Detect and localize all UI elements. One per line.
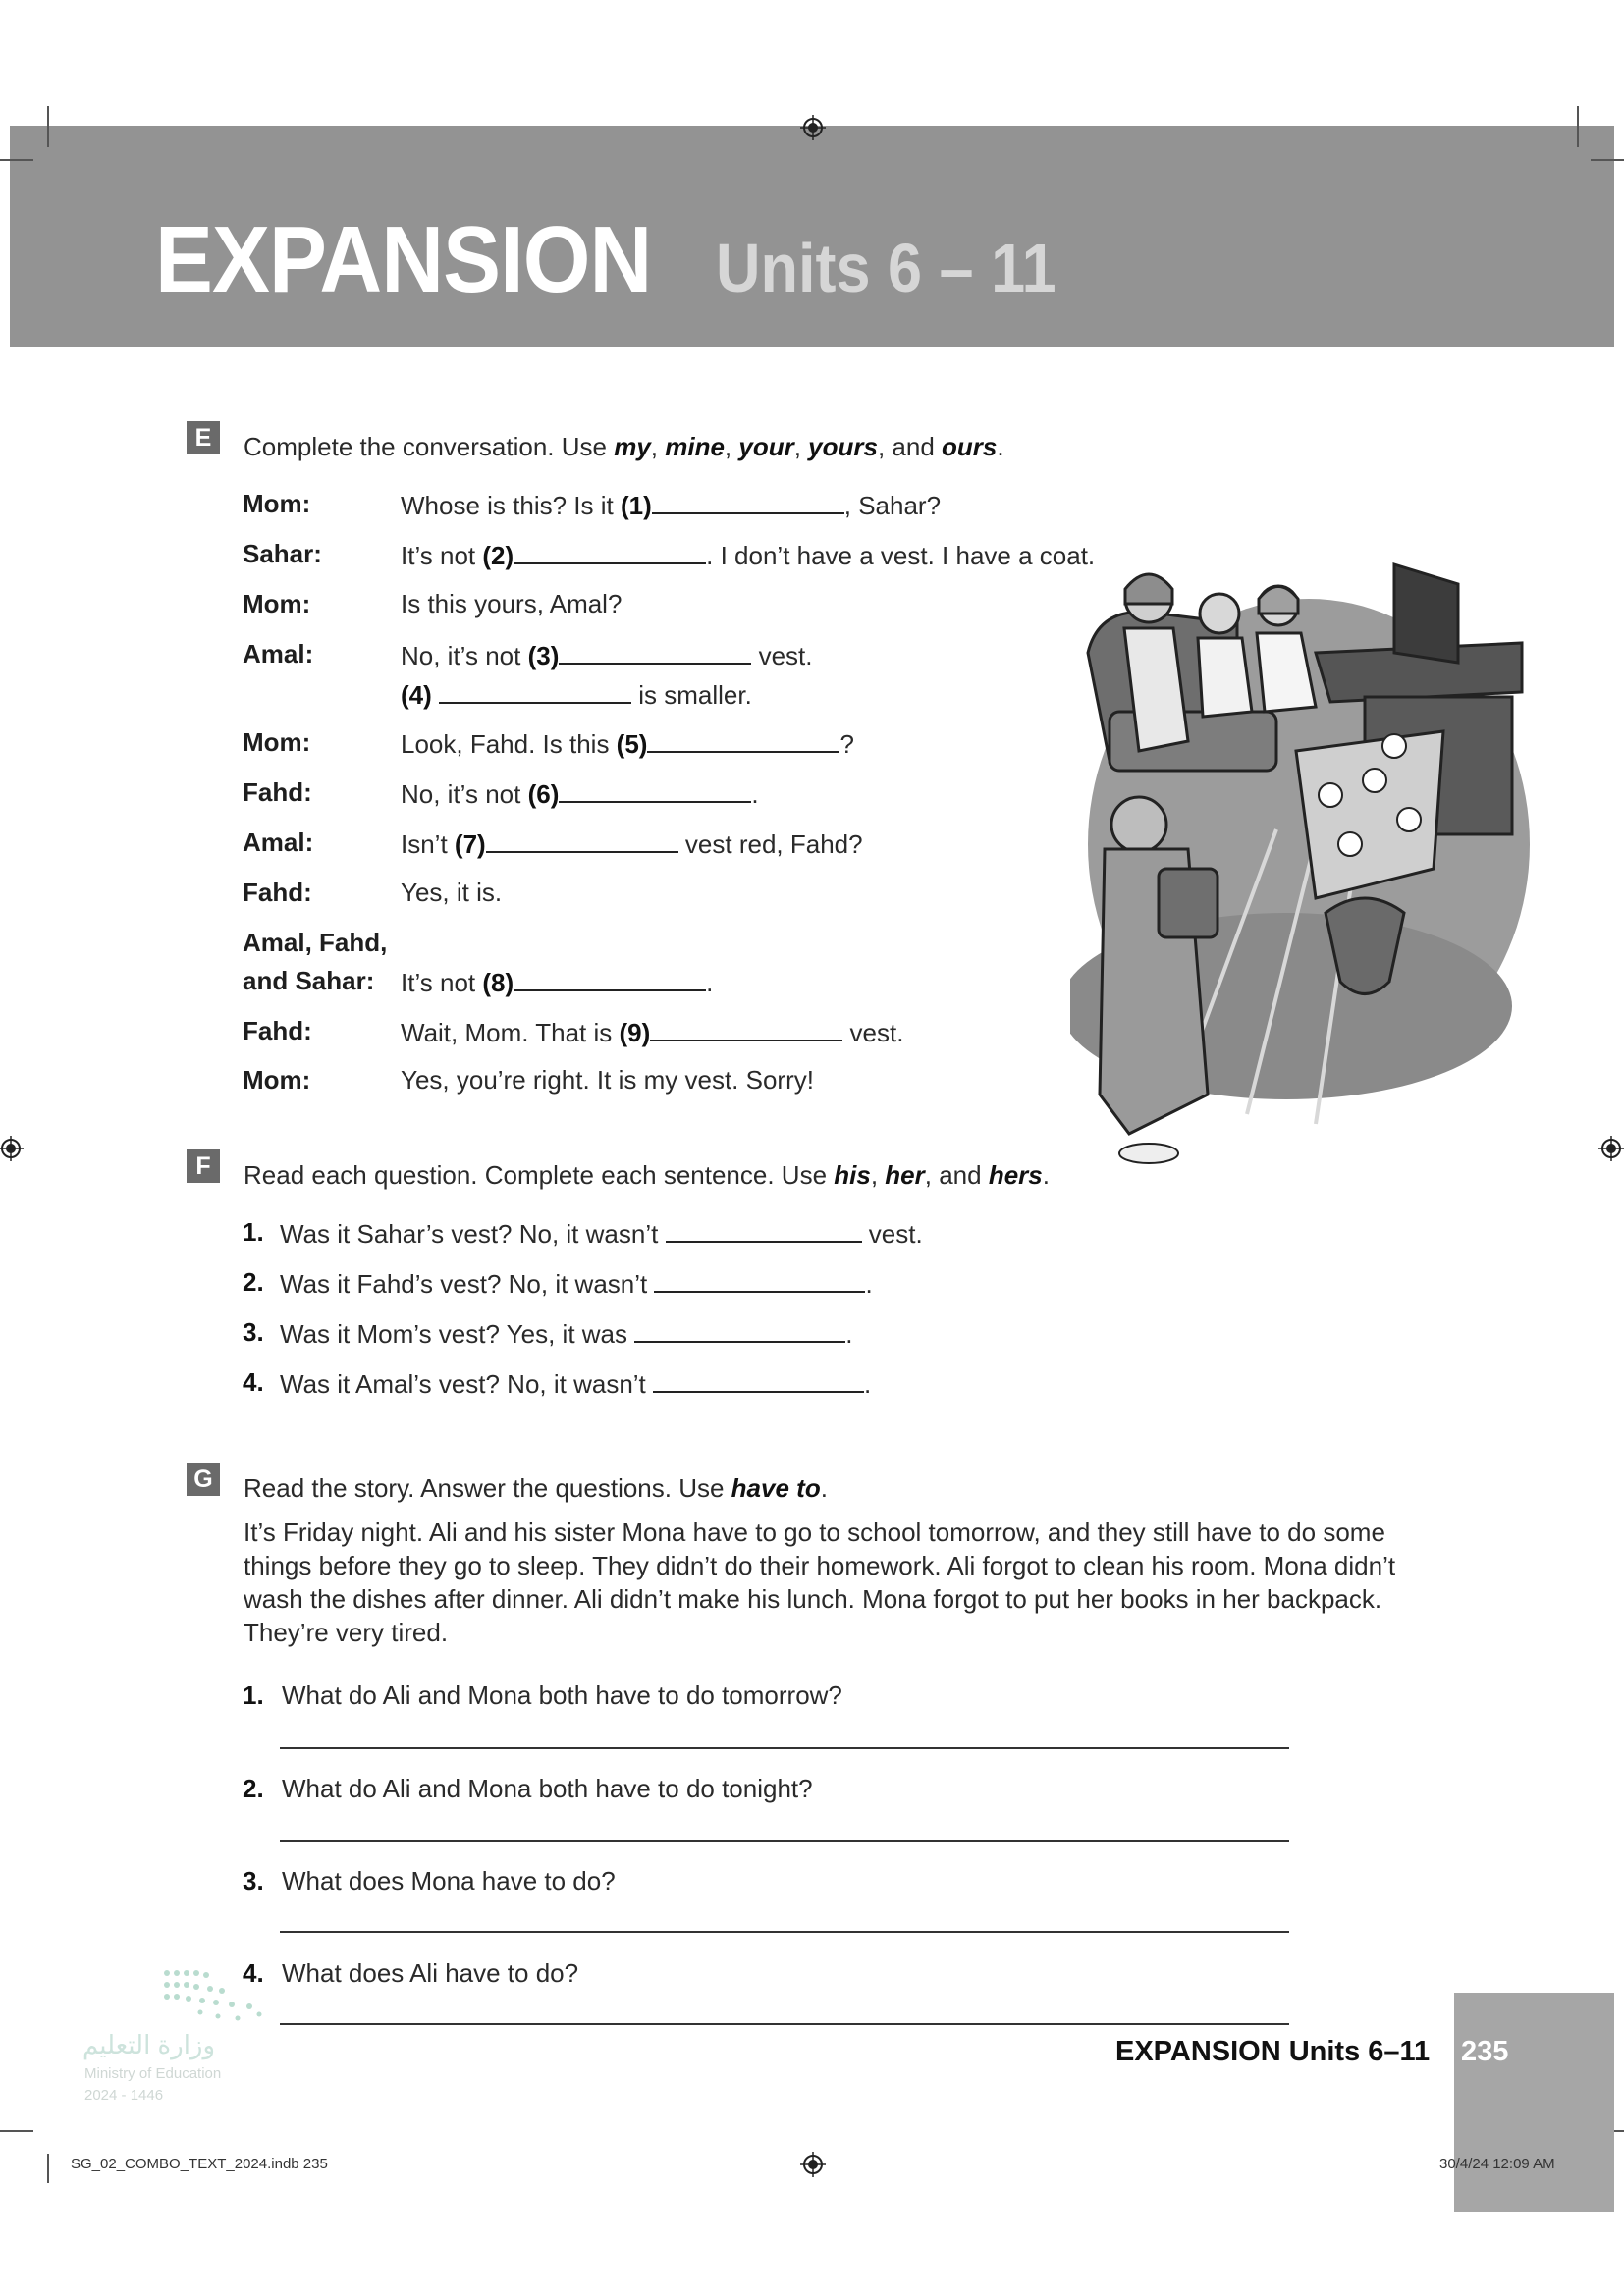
answer-line[interactable] xyxy=(280,1840,1289,1842)
ministry-dots-icon xyxy=(161,1965,298,2024)
section-g-instruction: Read the story. Answer the questions. Use have to. xyxy=(244,1473,828,1503)
answer-blank[interactable] xyxy=(654,1267,865,1293)
answer-blank[interactable] xyxy=(647,727,839,753)
item-number: 3. xyxy=(243,1866,264,1896)
ministry-year: 2024 - 1446 xyxy=(84,2087,164,2104)
story-text: It’s Friday night. Ali and his sister Mona have to go to school tomorrow, and they still have to do some things before they go to sleep. They didn’t do their homework. Ali forgot to clean his room. Mona didn’t wash the dishes after dinner. Ali didn’t make his lunch. Mona forgot to put her books in her backpack. They’re very tired. xyxy=(244,1518,1396,1647)
dialogue-line: Look, Fahd. Is this (5) ? xyxy=(401,729,854,759)
dialogue-line: Yes, you’re right. It is my vest. Sorry! xyxy=(401,1065,814,1095)
question-line: Was it Sahar’s vest? No, it wasn’t vest. xyxy=(280,1219,923,1249)
question-text: What does Mona have to do? xyxy=(282,1866,616,1896)
family-illustration xyxy=(1070,545,1547,1188)
speaker-label: Amal, Fahd, xyxy=(243,928,388,957)
section-e-badge: E xyxy=(187,421,220,454)
footer-title: EXPANSION Units 6–11 xyxy=(1115,2036,1431,2067)
question-line: Was it Mom’s vest? Yes, it was . xyxy=(280,1319,853,1349)
speaker-label: Sahar: xyxy=(243,539,322,568)
dialogue-line: Isn’t (7) vest red, Fahd? xyxy=(401,829,863,859)
print-slug-file: SG_02_COMBO_TEXT_2024.indb 235 xyxy=(71,2156,328,2172)
section-f-badge: F xyxy=(187,1149,220,1183)
registration-mark-icon xyxy=(1598,1136,1624,1161)
answer-blank[interactable] xyxy=(652,489,844,514)
dialogue-line: Whose is this? Is it (1) , Sahar? xyxy=(401,491,942,520)
question-text: What does Ali have to do? xyxy=(282,1958,579,1988)
speaker-label: Amal: xyxy=(243,828,314,857)
dialogue-line: No, it’s not (6) . xyxy=(401,779,759,809)
title-sub: Units 6 – 11 xyxy=(716,230,1057,306)
item-number: 1. xyxy=(243,1217,264,1247)
answer-blank[interactable] xyxy=(559,777,751,803)
registration-mark-icon xyxy=(800,115,826,140)
speaker-label: Amal: xyxy=(243,639,314,668)
answer-blank[interactable] xyxy=(653,1367,864,1393)
page-number: 235 xyxy=(1461,2036,1509,2067)
question-line: Was it Fahd’s vest? No, it wasn’t . xyxy=(280,1269,873,1299)
question-text: What do Ali and Mona both have to do tonight? xyxy=(282,1774,813,1803)
crop-mark xyxy=(47,2154,49,2183)
crop-mark xyxy=(47,106,49,147)
speaker-label: Mom: xyxy=(243,727,311,757)
question-text: What do Ali and Mona both have to do tomorrow? xyxy=(282,1681,842,1710)
answer-blank[interactable] xyxy=(486,828,678,853)
page-title xyxy=(155,206,1095,314)
item-number: 1. xyxy=(243,1681,264,1710)
ministry-english: Ministry of Education xyxy=(84,2065,222,2082)
answer-line[interactable] xyxy=(280,1931,1289,1933)
answer-line[interactable] xyxy=(280,2023,1289,2025)
footer-page-box xyxy=(1454,1993,1614,2212)
dialogue-line: Is this yours, Amal? xyxy=(401,589,623,618)
answer-blank[interactable] xyxy=(514,539,706,564)
speaker-label: Mom: xyxy=(243,589,311,618)
answer-blank[interactable] xyxy=(439,678,631,704)
dialogue-line: No, it’s not (3) vest. xyxy=(401,641,813,670)
section-e-instruction: Complete the conversation. Use my, mine, your, yours, and ours. xyxy=(244,432,1004,461)
dialogue-line: Yes, it is. xyxy=(401,878,503,907)
registration-mark-icon xyxy=(0,1136,24,1161)
registration-mark-icon xyxy=(800,2152,826,2177)
item-number: 4. xyxy=(243,1958,264,1988)
crop-mark xyxy=(0,2130,33,2132)
answer-blank[interactable] xyxy=(559,639,751,665)
dialogue-line: (4) is smaller. xyxy=(401,680,752,710)
dialogue-line: It’s not (8) . xyxy=(401,968,714,997)
answer-blank[interactable] xyxy=(666,1217,862,1243)
speaker-label: Fahd: xyxy=(243,1016,312,1045)
speaker-label: Fahd: xyxy=(243,777,312,807)
item-number: 2. xyxy=(243,1774,264,1803)
speaker-label: Fahd: xyxy=(243,878,312,907)
speaker-label: Mom: xyxy=(243,489,311,518)
ministry-logo xyxy=(82,1963,279,2110)
dialogue-line: It’s not (2) . I don’t have a vest. I have a coat. xyxy=(401,541,1096,570)
crop-mark xyxy=(1591,159,1624,161)
answer-blank[interactable] xyxy=(650,1016,842,1041)
crop-mark xyxy=(0,159,33,161)
section-f-instruction: Read each question. Complete each sentence. Use his, her, and hers. xyxy=(244,1160,1050,1190)
item-number: 3. xyxy=(243,1317,264,1347)
print-slug-date: 30/4/24 12:09 AM xyxy=(1439,2156,1555,2172)
dialogue-line: Wait, Mom. That is (9) vest. xyxy=(401,1018,904,1047)
question-line: Was it Amal’s vest? No, it wasn’t . xyxy=(280,1369,872,1399)
item-number: 2. xyxy=(243,1267,264,1297)
answer-blank[interactable] xyxy=(514,966,706,991)
answer-blank[interactable] xyxy=(634,1317,845,1343)
crop-mark xyxy=(1577,106,1579,147)
speaker-label: and Sahar: xyxy=(243,966,375,995)
speaker-label: Mom: xyxy=(243,1065,311,1095)
answer-line[interactable] xyxy=(280,1747,1289,1749)
title-main: EXPANSION xyxy=(155,207,652,312)
section-g-badge: G xyxy=(187,1463,220,1496)
ministry-arabic: وزارة التعليم xyxy=(82,2030,216,2059)
item-number: 4. xyxy=(243,1367,264,1397)
